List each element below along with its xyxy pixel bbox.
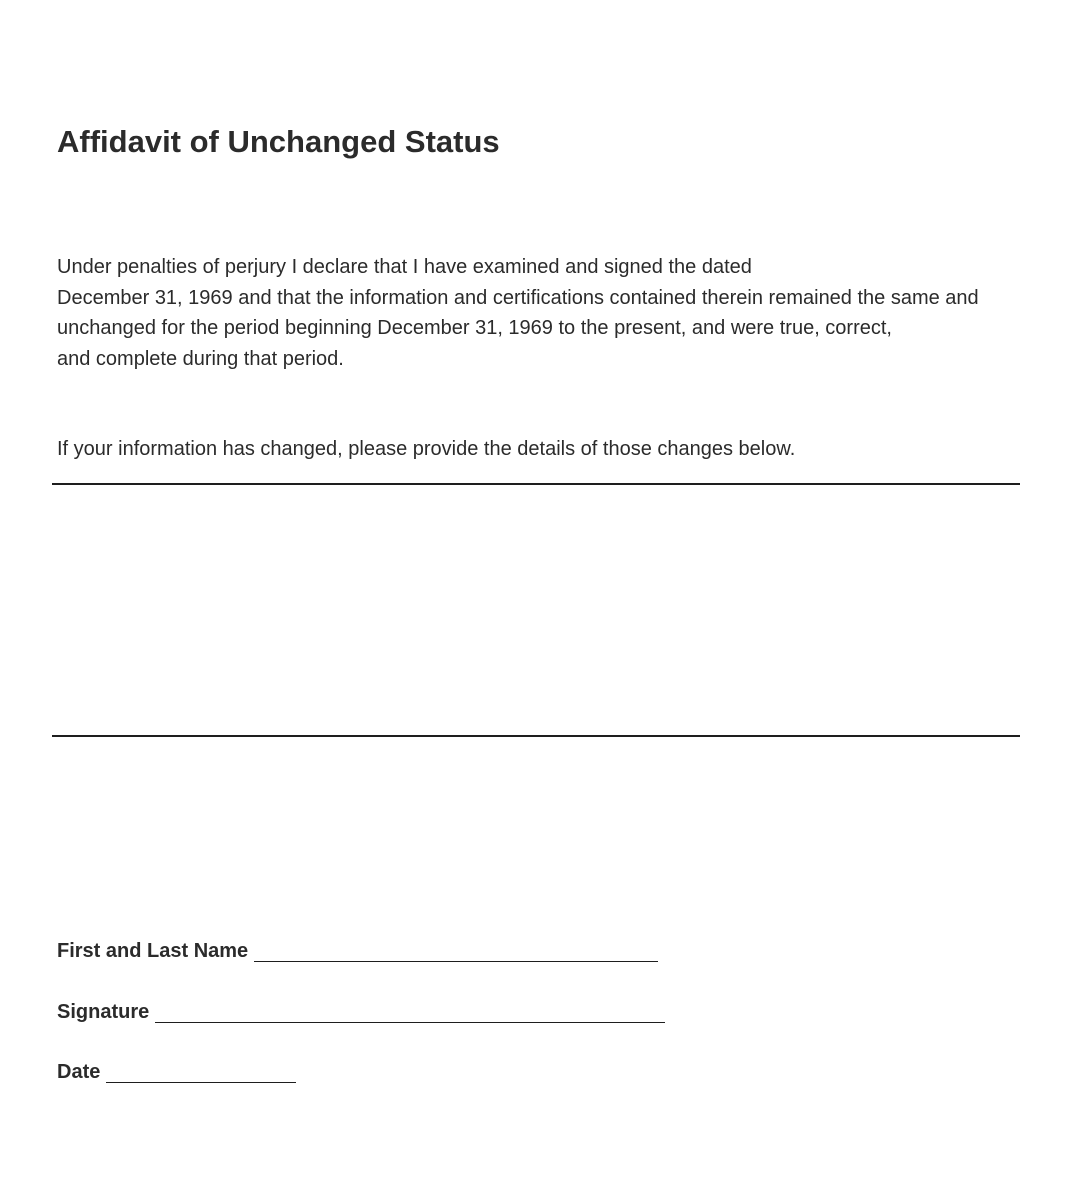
declaration-line: unchanged for the period beginning December 31, 1969 to the present, and were true, correct,	[57, 317, 892, 339]
name-input-line[interactable]	[254, 943, 658, 962]
name-field	[57, 939, 658, 963]
declaration-line: December 31, 1969 and that the information and certifications contained therein remained the same and	[57, 286, 979, 309]
name-label: First and Last Name	[57, 940, 249, 962]
changes-bottom-divider	[52, 735, 1020, 737]
signature-input-line[interactable]	[155, 1004, 665, 1023]
date-input-line[interactable]	[106, 1064, 296, 1083]
date-label: Date	[57, 1061, 101, 1083]
declaration-line: Under penalties of perjury I declare that I have examined and signed the dated	[57, 256, 752, 278]
date-field	[57, 1060, 296, 1084]
signature-label: Signature	[57, 1001, 150, 1023]
declaration-paragraph	[57, 252, 979, 374]
changes-details-area[interactable]	[52, 486, 1020, 734]
changes-prompt: If your information has changed, please provide the details of those changes below.	[57, 438, 796, 460]
declaration-line: and complete during that period.	[57, 347, 344, 370]
page-title: Affidavit of Unchanged Status	[57, 124, 500, 159]
changes-top-divider	[52, 483, 1020, 485]
signature-field	[57, 1000, 665, 1024]
